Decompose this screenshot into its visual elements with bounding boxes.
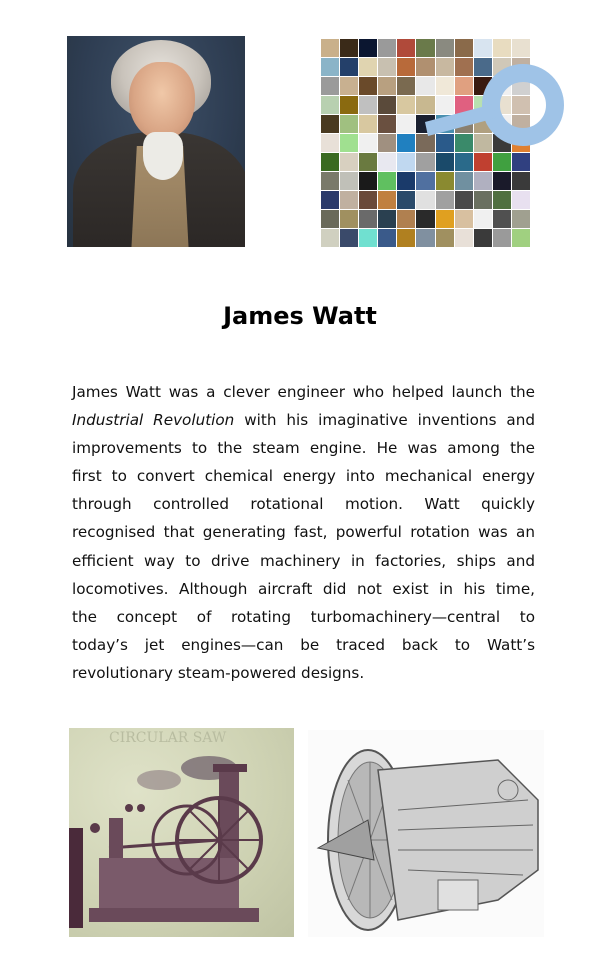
mosaic-tile (340, 115, 358, 133)
steam-engine-drawing (69, 728, 294, 937)
mosaic-tile (455, 191, 473, 209)
mosaic-tile (416, 39, 434, 57)
mosaic-tile (397, 134, 415, 152)
mosaic-tile (474, 172, 492, 190)
mosaic-tile (340, 96, 358, 114)
paragraph-line (72, 603, 535, 631)
mosaic-tile (397, 172, 415, 190)
mosaic-tile (512, 229, 530, 247)
mosaic-tile (455, 115, 473, 133)
mosaic-tile (493, 191, 511, 209)
mosaic-tile (397, 39, 415, 57)
mosaic-tile (416, 191, 434, 209)
mosaic-tile (512, 115, 530, 133)
paragraph-line (72, 575, 535, 603)
text-run: James Watt was a clever engineer who helped launch the (72, 383, 535, 401)
portrait-face (129, 62, 195, 140)
mosaic-tile (416, 134, 434, 152)
portrait-cravat (143, 132, 183, 180)
mosaic-tile (493, 153, 511, 171)
mosaic-tile (321, 172, 339, 190)
paragraph-line (72, 434, 535, 462)
mosaic-tile (321, 77, 339, 95)
mosaic-tile (455, 96, 473, 114)
text-run: efficient way to drive machinery in factories, ships and (72, 551, 535, 570)
paragraph-line (72, 547, 535, 575)
james-watt-portrait (67, 36, 245, 247)
mosaic-tile (436, 96, 454, 114)
paragraph-line (72, 490, 535, 518)
mosaic-tile (416, 58, 434, 76)
mosaic-tile (340, 172, 358, 190)
mosaic-tile (493, 172, 511, 190)
mosaic-tile (474, 134, 492, 152)
mosaic-tile (359, 210, 377, 228)
mosaic-tile (436, 172, 454, 190)
mosaic-tile (340, 153, 358, 171)
mosaic-tile (493, 96, 511, 114)
text-run: recognised that generating fast, powerful rotation was an (72, 523, 535, 542)
mosaic-tile (416, 153, 434, 171)
mosaic-tile (359, 96, 377, 114)
mosaic-tile (474, 77, 492, 95)
mosaic-tile (340, 210, 358, 228)
mosaic-tile (474, 153, 492, 171)
mosaic-tile (340, 39, 358, 57)
mosaic-tile (321, 229, 339, 247)
mosaic-tile (378, 77, 396, 95)
body-paragraph (72, 378, 535, 687)
mosaic-tile (340, 191, 358, 209)
mosaic-tile (512, 172, 530, 190)
mosaic-tile (340, 134, 358, 152)
mosaic-tile (455, 77, 473, 95)
mosaic-tile (474, 115, 492, 133)
mosaic-tile (416, 77, 434, 95)
text-run: with his imaginative inventions and (234, 411, 536, 430)
paragraph-line (72, 659, 535, 687)
mosaic-tile (416, 96, 434, 114)
mosaic-tile (378, 153, 396, 171)
mosaic-tile (340, 58, 358, 76)
mosaic-tile (512, 39, 530, 57)
mosaic-tile (321, 210, 339, 228)
mosaic-tile (512, 77, 530, 95)
mosaic-tile (416, 229, 434, 247)
mosaic-tile (321, 153, 339, 171)
mosaic-tile (359, 77, 377, 95)
mosaic-tile (436, 229, 454, 247)
mosaic-tile (378, 39, 396, 57)
mosaic-tile (397, 153, 415, 171)
mosaic-tile (378, 115, 396, 133)
text-run: through controlled rotational motion. Watt quickly (72, 495, 535, 514)
mosaic-tile (474, 96, 492, 114)
mosaic-tile (474, 39, 492, 57)
paragraph-line (72, 631, 535, 659)
jet-engine-drawing (308, 730, 544, 937)
mosaic-tile (359, 229, 377, 247)
text-run: the concept of rotating turbomachinery—central to (72, 607, 535, 626)
mosaic-tile (512, 153, 530, 171)
mosaic-tile (378, 96, 396, 114)
mosaic-tile (397, 210, 415, 228)
mosaic-tile (397, 191, 415, 209)
image-mosaic (321, 39, 530, 247)
text-run: revolutionary steam-powered designs. (72, 663, 365, 682)
mosaic-tile (397, 229, 415, 247)
mosaic-tile (340, 229, 358, 247)
mosaic-tile (321, 191, 339, 209)
mosaic-tile (493, 58, 511, 76)
mosaic-tile (321, 115, 339, 133)
mosaic-tile (359, 39, 377, 57)
mosaic-tile (378, 134, 396, 152)
mosaic-tile (359, 58, 377, 76)
page-title: James Watt (223, 302, 377, 330)
mosaic-tile (359, 134, 377, 152)
mosaic-tile (474, 191, 492, 209)
mosaic-tile (455, 210, 473, 228)
mosaic-tile (474, 229, 492, 247)
text-run: first to convert chemical energy into mechanical energy (72, 467, 535, 486)
mosaic-tile (359, 153, 377, 171)
mosaic-tile (455, 229, 473, 247)
mosaic-tile (512, 96, 530, 114)
mosaic-tile (359, 172, 377, 190)
mosaic-tile (474, 210, 492, 228)
mosaic-tile (321, 39, 339, 57)
mosaic-tile (455, 58, 473, 76)
mosaic-tile (340, 77, 358, 95)
mosaic-tile (378, 229, 396, 247)
mosaic-tile (416, 210, 434, 228)
mosaic-tile (359, 115, 377, 133)
mosaic-tile (455, 134, 473, 152)
mosaic-tile (397, 58, 415, 76)
mosaic-tile (436, 58, 454, 76)
mosaic-tile (493, 115, 511, 133)
text-run: today’s jet engines—can be traced back to Watt’s (72, 635, 535, 654)
mosaic-tile (359, 191, 377, 209)
mosaic-tile (397, 77, 415, 95)
mosaic-tile (378, 210, 396, 228)
mosaic-tile (397, 115, 415, 133)
mosaic-tile (455, 172, 473, 190)
mosaic-tile (493, 39, 511, 57)
mosaic-tile (512, 191, 530, 209)
mosaic-tile (436, 77, 454, 95)
mosaic-tile (436, 115, 454, 133)
mosaic-tile (512, 210, 530, 228)
mosaic-tile (378, 172, 396, 190)
jet-engine-illustration (308, 730, 544, 937)
text-run: locomotives. Although aircraft did not exist in his time, (72, 579, 535, 598)
mosaic-tile (512, 58, 530, 76)
mosaic-tile (455, 39, 473, 57)
mosaic-tile (512, 134, 530, 152)
mosaic-tile (436, 134, 454, 152)
mosaic-tile (416, 115, 434, 133)
text-run: improvements to the steam engine. He was among the (72, 439, 535, 458)
paragraph-line (72, 462, 535, 490)
mosaic-tile (493, 210, 511, 228)
steam-engine-illustration (69, 728, 294, 937)
mosaic-tile (321, 134, 339, 152)
mosaic-tile (436, 153, 454, 171)
paragraph-line (72, 378, 535, 406)
mosaic-tile (436, 39, 454, 57)
mosaic-tile (378, 58, 396, 76)
mosaic-tile (455, 153, 473, 171)
paragraph-line (72, 406, 535, 434)
mosaic-tile (474, 58, 492, 76)
mosaic-tile (436, 210, 454, 228)
mosaic-tile (436, 191, 454, 209)
paragraph-line (72, 518, 535, 546)
mosaic-tile (321, 96, 339, 114)
mosaic-tile (493, 77, 511, 95)
mosaic-tile (378, 191, 396, 209)
mosaic-tile (493, 134, 511, 152)
italic-phrase: Industrial Revolution (72, 411, 235, 430)
svg-text:CIRCULAR SAW: CIRCULAR SAW (109, 730, 227, 746)
mosaic-tile (321, 58, 339, 76)
mosaic-tile (493, 229, 511, 247)
mosaic-tile (416, 172, 434, 190)
mosaic-tile (397, 96, 415, 114)
